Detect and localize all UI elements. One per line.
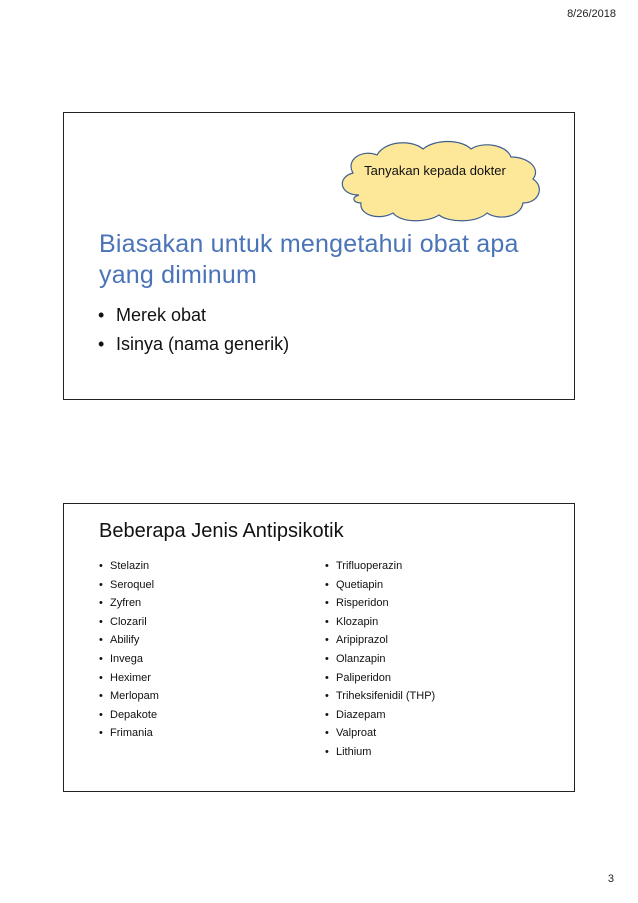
bullet-icon: •	[99, 727, 103, 740]
list-item: • Diazepam	[325, 706, 435, 725]
document-date: 8/26/2018	[567, 8, 616, 20]
list-item: • Valproat	[325, 724, 435, 743]
bullet-icon: •	[325, 578, 329, 591]
bullet-icon: •	[99, 578, 103, 591]
bullet-icon: •	[99, 634, 103, 647]
list-item: • Abilify	[99, 631, 159, 650]
bullet-icon: •	[325, 727, 329, 740]
list-item: • Lithium	[325, 743, 435, 762]
slide-title: Beberapa Jenis Antipsikotik	[99, 520, 344, 542]
list-item: • Seroquel	[99, 576, 159, 595]
list-item: • Aripiprazol	[325, 631, 435, 650]
bullet-icon: •	[99, 652, 103, 665]
list-item: • Merek obat	[98, 301, 289, 330]
cloud-shape-icon	[331, 137, 549, 223]
bullet-icon: •	[325, 745, 329, 758]
list-item: • Paliperidon	[325, 669, 435, 688]
bullet-icon: •	[99, 708, 103, 721]
bullet-icon: •	[325, 652, 329, 665]
bullet-icon: •	[325, 671, 329, 684]
slide-antipsychotic-types	[63, 503, 575, 792]
bullet-icon: •	[99, 597, 103, 610]
callout-cloud	[331, 137, 549, 223]
bullet-icon: •	[98, 334, 105, 354]
bullet-icon: •	[98, 305, 105, 325]
list-item: • Heximer	[99, 669, 159, 688]
list-item: • Quetiapin	[325, 576, 435, 595]
bullet-icon: •	[325, 690, 329, 703]
list-item: • Zyfren	[99, 594, 159, 613]
list-item: • Risperidon	[325, 594, 435, 613]
brand-name-list	[99, 557, 159, 743]
bullet-icon: •	[325, 560, 329, 572]
bullet-icon: •	[99, 671, 103, 684]
list-item: • Depakote	[99, 706, 159, 725]
list-item: • Invega	[99, 650, 159, 669]
generic-name-list	[325, 557, 435, 762]
bullet-icon: •	[99, 615, 103, 628]
list-item: • Stelazin	[99, 557, 159, 576]
list-item: • Trifluoperazin	[325, 557, 435, 576]
bullet-icon: •	[99, 690, 103, 703]
callout-text: Tanyakan kepada dokter	[364, 163, 506, 178]
list-item: • Frimania	[99, 724, 159, 743]
bullet-list	[98, 301, 289, 359]
bullet-icon: •	[325, 597, 329, 610]
list-item: • Merlopam	[99, 687, 159, 706]
list-item: • Isinya (nama generik)	[98, 330, 289, 359]
page-number: 3	[607, 873, 614, 885]
list-item: • Triheksifenidil (THP)	[325, 687, 435, 706]
bullet-icon: •	[325, 634, 329, 647]
slide-medication-awareness	[63, 112, 575, 400]
list-item: • Klozapin	[325, 613, 435, 632]
slide-title: Biasakan untuk mengetahui obat apa yang diminum	[99, 230, 519, 289]
bullet-icon: •	[325, 615, 329, 628]
list-item: • Olanzapin	[325, 650, 435, 669]
bullet-icon: •	[325, 708, 329, 721]
list-item: • Clozaril	[99, 613, 159, 632]
bullet-icon: •	[99, 560, 103, 572]
